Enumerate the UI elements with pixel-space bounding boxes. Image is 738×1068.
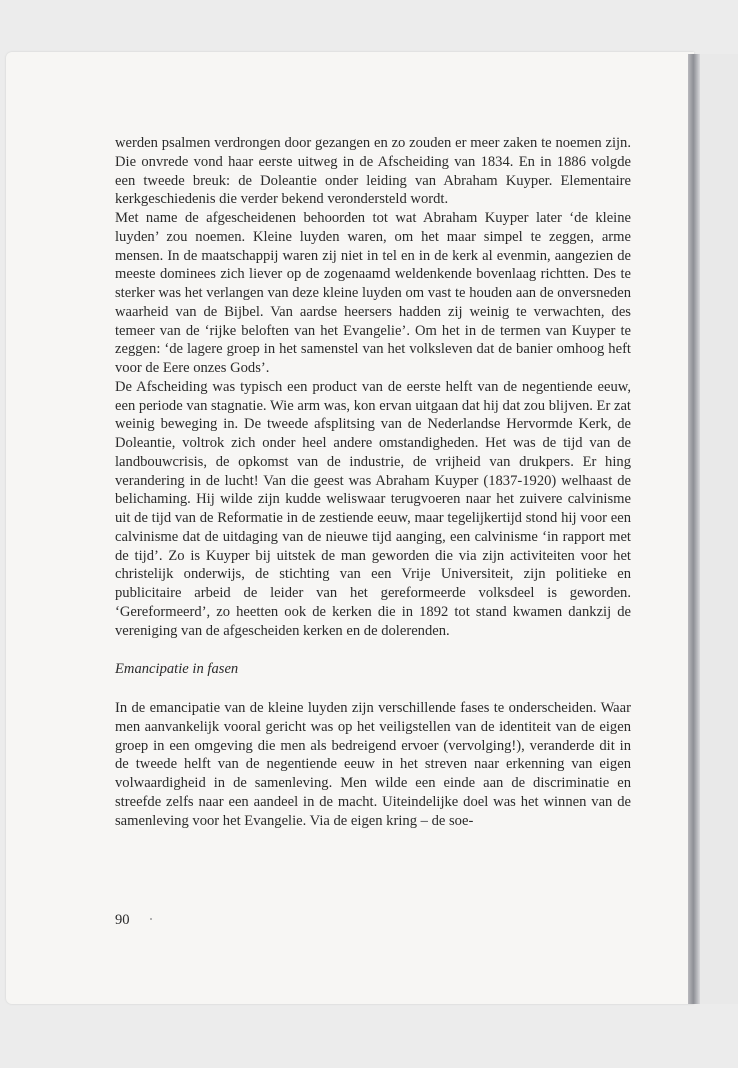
book-binding-shadow xyxy=(688,54,700,1004)
paragraph-3: De Afscheiding was typisch een product van de eerste helft van de negentiende eeuw, een periode van stagnatie. Wie arm was, kon ervan uitgaan dat hij dat zou blijven. Er zat weinig beweging in. De tweede afsplitsing van de Nederlandse Hervormde Kerk, de Doleantie, voltrok zich onder heel andere omstandigheden. Het was de tijd van de landbouwcrisis, de opkomst van de industrie, de vrijheid van drukpers. Er hing verandering in de lucht! Van die geest was Abraham Kuyper (1837-1920) welhaast de belichaming. Hij wilde zijn kudde weliswaar terugvoeren naar het zuivere calvinisme uit de tijd van de Reformatie in de zestiende eeuw, maar tegelijkertijd stond hij voor een calvinisme dat de uitdaging van de nieuwe tijd aanging, een calvinisme ‘in rapport met de tijd’. Zo is Kuyper bij uitstek de man geworden die via zijn activiteiten voor het christelijk onderwijs, de stichting van een Vrije Universiteit, zijn politieke en publicitaire arbeid de leider van het gereformeerde volksdeel is geworden. ‘Gereformeerd’, zo heetten ook de kerken die in 1892 tot stand kwamen dankzij de vereniging van de afgescheiden kerken en de dolerenden. xyxy=(115,378,631,639)
section-heading: Emancipatie in fasen xyxy=(115,661,239,678)
speck-mark xyxy=(150,918,152,920)
body-text xyxy=(115,134,631,830)
paragraph-1: werden psalmen verdrongen door gezangen en zo zouden er meer zaken te noemen zijn. Die onvrede vond haar eerste uitweg in de Afscheiding van 1834. En in 1886 volgde een tweede breuk: de Doleantie onder leiding van Abraham Kuyper. Elementaire kerkgeschiedenis die verder bekend verondersteld wordt. xyxy=(115,135,631,208)
paragraph-4: In de emancipatie van de kleine luyden zijn verschillende fases te onderscheiden. Waar men aanvankelijk vooral gericht was op het veiligstellen van de identiteit van de eigen groep in een omgeving die men als bedreigend ervoer (vervolging!), veranderde dit in de tweede helft van de negentiende eeuw in het streven naar erkenning van eigen volwaardigheid in de samenleving. Men wilde een einde aan de discriminatie en streefde zelfs naar een aandeel in de macht. Uiteindelijke doel was het winnen van de samenleving voor het Evangelie. Via de eigen kring – de soe- xyxy=(115,700,631,829)
page-edge xyxy=(700,54,738,1004)
paragraph-2: Met name de afgescheidenen behoorden tot wat Abraham Kuyper later ‘de kleine luyden’ zou noemen. Kleine luyden waren, om het maar simpel te zeggen, arme mensen. In de maatschappij waren zij niet in tel en in de kerk al evenmin, aangezien de meeste dominees zich liever op de zogenaamd weldenkende bovenlaag richtten. Des te sterker was het verlangen van deze kleine luyden om vast te houden aan de onversneden waarheid van de Bijbel. Van aardse heersers hadden zij weinig te verwachten, des temeer van de ‘rijke beloften van het Evangelie’. Om het in de termen van Kuyper te zeggen: ‘de lagere groep in het samenstel van het volksleven dat de banier omhoog heft voor de Eere onzes Gods’. xyxy=(115,210,631,376)
page-number: 90 xyxy=(115,912,130,928)
